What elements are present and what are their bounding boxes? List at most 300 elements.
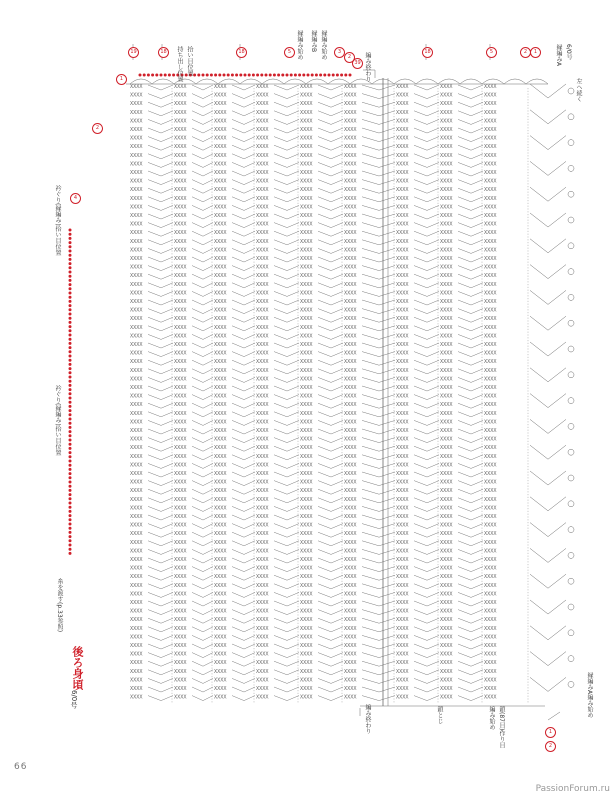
stitch-v-shell bbox=[318, 446, 343, 451]
stitch-symbol: XXXX bbox=[484, 574, 497, 581]
stitch-v-shell bbox=[458, 300, 483, 305]
row-marker: 18 bbox=[422, 47, 433, 58]
stitch-v-shell bbox=[414, 266, 439, 271]
stitch-v-shell bbox=[362, 627, 395, 632]
stitch-v-shell bbox=[148, 214, 173, 219]
stitch-symbol: XXXX bbox=[344, 625, 357, 632]
stitch-symbol: XXXX bbox=[344, 350, 357, 357]
stitch-v-shell bbox=[148, 429, 173, 434]
stitch-symbol: XXXX bbox=[130, 247, 143, 254]
stitch-v-shell bbox=[274, 188, 299, 193]
stitch-v-shell bbox=[192, 223, 213, 228]
stitch-symbol: XXXX bbox=[440, 264, 453, 271]
stitch-symbol: XXXX bbox=[300, 488, 313, 495]
stitch-v-shell bbox=[458, 644, 483, 649]
stitch-v-shell bbox=[458, 343, 483, 348]
stitch-symbol: XXXX bbox=[256, 256, 269, 262]
stitch-symbol: XXXX bbox=[344, 471, 357, 477]
stitch-v-shell bbox=[148, 653, 173, 658]
stitch-symbol: XXXX bbox=[214, 195, 227, 202]
stitch-v-shell bbox=[414, 498, 439, 503]
stitch-symbol: XXXX bbox=[256, 445, 269, 452]
stitch-symbol: XXXX bbox=[256, 178, 269, 185]
stitch-v-shell bbox=[232, 438, 255, 443]
red-dot-top bbox=[273, 74, 276, 77]
stitch-v-shell bbox=[458, 223, 483, 228]
stitch-v-shell bbox=[274, 300, 299, 305]
stitch-symbol: XXXX bbox=[214, 230, 227, 237]
stitch-symbol: XXXX bbox=[396, 428, 409, 434]
stitch-v-shell bbox=[192, 627, 213, 632]
stitch-symbol: XXXX bbox=[440, 290, 453, 297]
stitch-v-shell bbox=[148, 291, 173, 296]
stitch-v-shell bbox=[274, 472, 299, 477]
stitch-v-shell bbox=[192, 429, 213, 434]
stitch-symbol: XXXX bbox=[214, 367, 227, 374]
stitch-v-shell bbox=[414, 678, 439, 683]
stitch-v-shell bbox=[318, 420, 343, 425]
red-dot-left bbox=[69, 443, 72, 446]
stitch-v-shell bbox=[232, 420, 255, 425]
stitch-symbol: XXXX bbox=[174, 419, 187, 426]
stitch-v-shell bbox=[458, 111, 483, 116]
hem-shell bbox=[530, 471, 566, 485]
stitch-symbol: XXXX bbox=[396, 505, 409, 512]
stitch-v-shell bbox=[458, 214, 483, 219]
stitch-symbol: XXXX bbox=[130, 591, 143, 598]
red-dot-left bbox=[69, 346, 72, 349]
red-dot-left bbox=[69, 329, 72, 332]
stitch-v-shell bbox=[232, 412, 255, 417]
stitch-v-shell bbox=[274, 438, 299, 443]
hem-shell bbox=[530, 110, 566, 124]
row-marker: 2 bbox=[92, 123, 103, 134]
red-dot-left bbox=[69, 292, 72, 295]
stitch-symbol: XXXX bbox=[214, 221, 227, 228]
stitch-symbol: XXXX bbox=[214, 127, 227, 133]
stitch-v-shell bbox=[232, 85, 255, 90]
red-dot-top bbox=[244, 74, 247, 77]
stitch-symbol: XXXX bbox=[130, 539, 143, 546]
stitch-symbol: XXXX bbox=[214, 376, 227, 383]
stitch-v-shell bbox=[362, 524, 395, 529]
stitch-symbol: XXXX bbox=[130, 144, 143, 151]
stitch-v-shell bbox=[148, 309, 173, 314]
stitch-symbol: XXXX bbox=[174, 471, 187, 477]
stitch-v-shell bbox=[318, 438, 343, 443]
stitch-v-shell bbox=[148, 248, 173, 253]
stitch-symbol: XXXX bbox=[174, 694, 187, 701]
stitch-symbol: XXXX bbox=[300, 514, 313, 520]
stitch-v-shell bbox=[414, 584, 439, 589]
stitch-symbol: XXXX bbox=[214, 135, 227, 142]
stitch-v-shell bbox=[192, 128, 213, 133]
stitch-symbol: XXXX bbox=[440, 634, 453, 641]
red-dot-top bbox=[160, 74, 163, 77]
stitch-v-shell bbox=[148, 360, 173, 365]
stitch-symbol: XXXX bbox=[174, 324, 187, 331]
stitch-v-shell bbox=[232, 111, 255, 116]
stitch-symbol: XXXX bbox=[344, 479, 357, 486]
stitch-v-shell bbox=[192, 291, 213, 296]
stitch-v-shell bbox=[148, 403, 173, 408]
stitch-v-shell bbox=[148, 687, 173, 692]
stitch-v-shell bbox=[362, 102, 395, 107]
stitch-symbol: XXXX bbox=[344, 436, 357, 443]
stitch-v-shell bbox=[232, 653, 255, 658]
stitch-v-shell bbox=[318, 696, 343, 701]
stitch-v-shell bbox=[458, 137, 483, 142]
stitch-symbol: XXXX bbox=[130, 118, 143, 125]
stitch-v-shell bbox=[414, 171, 439, 176]
stitch-v-shell bbox=[318, 515, 343, 520]
stitch-v-shell bbox=[274, 197, 299, 202]
stitch-v-shell bbox=[458, 162, 483, 167]
stitch-v-shell bbox=[318, 352, 343, 357]
hem-shell bbox=[530, 239, 566, 253]
stitch-symbol: XXXX bbox=[256, 565, 269, 572]
stitch-v-shell bbox=[318, 575, 343, 580]
stitch-symbol: XXXX bbox=[300, 608, 313, 615]
stitch-symbol: XXXX bbox=[344, 273, 357, 280]
red-dot-left bbox=[69, 401, 72, 404]
stitch-symbol: XXXX bbox=[344, 514, 357, 520]
stitch-symbol: XXXX bbox=[174, 608, 187, 615]
stitch-symbol: XXXX bbox=[174, 462, 187, 469]
red-dot-left bbox=[69, 409, 72, 412]
stitch-symbol: XXXX bbox=[256, 634, 269, 641]
stitch-v-shell bbox=[274, 696, 299, 701]
red-dot-left bbox=[69, 350, 72, 353]
stitch-v-shell bbox=[362, 635, 395, 640]
red-dot-top bbox=[193, 74, 196, 77]
stitch-symbol: XXXX bbox=[344, 531, 357, 538]
stitch-symbol: XXXX bbox=[300, 660, 313, 667]
red-dot-left bbox=[69, 434, 72, 437]
stitch-symbol: XXXX bbox=[256, 92, 269, 99]
stitch-symbol: XXXX bbox=[396, 376, 409, 383]
stitch-symbol: XXXX bbox=[300, 307, 313, 314]
stitch-v-shell bbox=[148, 317, 173, 322]
stitch-v-shell bbox=[192, 515, 213, 520]
stitch-symbol: XXXX bbox=[440, 410, 453, 417]
stitch-v-shell bbox=[232, 661, 255, 666]
stitch-v-shell bbox=[458, 240, 483, 245]
stitch-v-shell bbox=[274, 291, 299, 296]
stitch-symbol: XXXX bbox=[484, 393, 497, 400]
stitch-symbol: XXXX bbox=[440, 686, 453, 692]
red-dot-top bbox=[172, 74, 175, 77]
red-dot-left bbox=[69, 552, 72, 555]
red-dot-left bbox=[69, 493, 72, 496]
stitch-v-shell bbox=[148, 386, 173, 391]
stitch-symbol: XXXX bbox=[174, 428, 187, 434]
row-marker: 4 bbox=[70, 193, 81, 204]
stitch-symbol: XXXX bbox=[174, 230, 187, 237]
stitch-symbol: XXXX bbox=[130, 496, 143, 503]
stitch-v-shell bbox=[192, 687, 213, 692]
stitch-symbol: XXXX bbox=[484, 84, 497, 90]
stitch-symbol: XXXX bbox=[130, 453, 143, 460]
stitch-v-shell bbox=[318, 412, 343, 417]
stitch-v-shell bbox=[414, 532, 439, 537]
collar-pickup-label-top: 衿ぐり(縁編み)拾い目位置 bbox=[54, 185, 61, 256]
red-dot-top bbox=[231, 74, 234, 77]
stitch-symbol: XXXX bbox=[300, 333, 313, 340]
stitch-symbol: XXXX bbox=[300, 677, 313, 684]
stitch-v-shell bbox=[148, 601, 173, 606]
stitch-v-shell bbox=[192, 463, 213, 468]
stitch-v-shell bbox=[192, 248, 213, 253]
stitch-v-shell bbox=[148, 627, 173, 632]
red-dot-top bbox=[349, 74, 352, 77]
stitch-symbol: XXXX bbox=[344, 213, 357, 219]
stitch-v-shell bbox=[274, 102, 299, 107]
stitch-symbol: XXXX bbox=[174, 376, 187, 383]
red-dot-top bbox=[202, 74, 205, 77]
stitch-v-shell bbox=[414, 128, 439, 133]
stitch-v-shell bbox=[232, 291, 255, 296]
stitch-symbol: XXXX bbox=[396, 539, 409, 546]
stitch-v-shell bbox=[362, 171, 395, 176]
stitch-symbol: XXXX bbox=[440, 256, 453, 262]
stitch-symbol: XXXX bbox=[130, 333, 143, 340]
stitch-symbol: XXXX bbox=[396, 462, 409, 469]
red-dot-left bbox=[69, 523, 72, 526]
stitch-v-shell bbox=[414, 111, 439, 116]
stitch-v-shell bbox=[192, 618, 213, 623]
stitch-symbol: XXXX bbox=[300, 600, 313, 606]
start-arrow bbox=[548, 712, 560, 720]
stitch-symbol: XXXX bbox=[300, 264, 313, 271]
stitch-symbol: XXXX bbox=[484, 101, 497, 108]
stitch-symbol: XXXX bbox=[130, 230, 143, 237]
stitch-v-shell bbox=[148, 188, 173, 193]
stitch-symbol: XXXX bbox=[256, 617, 269, 624]
stitch-symbol: XXXX bbox=[344, 668, 357, 675]
stitch-symbol: XXXX bbox=[300, 290, 313, 297]
stitch-v-shell bbox=[318, 231, 343, 236]
stitch-v-shell bbox=[274, 317, 299, 322]
red-dot-left bbox=[69, 342, 72, 345]
stitch-symbol: XXXX bbox=[440, 84, 453, 90]
stitch-v-shell bbox=[232, 463, 255, 468]
stitch-v-shell bbox=[232, 300, 255, 305]
stitch-v-shell bbox=[414, 506, 439, 511]
stitch-symbol: XXXX bbox=[256, 393, 269, 400]
stitch-symbol: XXXX bbox=[344, 574, 357, 581]
stitch-symbol: XXXX bbox=[396, 453, 409, 460]
stitch-symbol: XXXX bbox=[396, 307, 409, 314]
stitch-v-shell bbox=[362, 188, 395, 193]
stitch-v-shell bbox=[148, 532, 173, 537]
stitch-symbol: XXXX bbox=[484, 445, 497, 452]
red-dot-left bbox=[69, 472, 72, 475]
stitch-symbol: XXXX bbox=[484, 135, 497, 142]
stitch-symbol: XXXX bbox=[344, 643, 357, 649]
stitch-symbol: XXXX bbox=[214, 686, 227, 692]
red-dot-left bbox=[69, 338, 72, 341]
stitch-v-shell bbox=[362, 334, 395, 339]
stitch-v-shell bbox=[274, 334, 299, 339]
stitch-symbol: XXXX bbox=[130, 238, 143, 245]
stitch-v-shell bbox=[458, 94, 483, 99]
stitch-v-shell bbox=[458, 575, 483, 580]
stitch-symbol: XXXX bbox=[396, 109, 409, 116]
stitch-v-shell bbox=[362, 205, 395, 210]
stitch-v-shell bbox=[232, 403, 255, 408]
stitch-v-shell bbox=[192, 506, 213, 511]
stitch-symbol: XXXX bbox=[174, 591, 187, 598]
stitch-symbol: XXXX bbox=[256, 402, 269, 409]
stitch-v-shell bbox=[232, 618, 255, 623]
stitch-symbol: XXXX bbox=[396, 574, 409, 581]
stitch-symbol: XXXX bbox=[484, 109, 497, 116]
stitch-v-shell bbox=[458, 369, 483, 374]
stitch-v-shell bbox=[274, 489, 299, 494]
stitch-symbol: XXXX bbox=[300, 342, 313, 348]
stitch-symbol: XXXX bbox=[484, 660, 497, 667]
stitch-v-shell bbox=[362, 420, 395, 425]
stitch-symbol: XXXX bbox=[396, 195, 409, 202]
stitch-symbol: XXXX bbox=[484, 342, 497, 348]
stitch-v-shell bbox=[414, 558, 439, 563]
hem-shell bbox=[530, 548, 566, 562]
stitch-symbol: XXXX bbox=[300, 539, 313, 546]
red-dot-left bbox=[69, 468, 72, 471]
stitch-v-shell bbox=[414, 154, 439, 159]
stitch-v-shell bbox=[274, 137, 299, 142]
hem-picot bbox=[568, 165, 574, 171]
stitch-symbol: XXXX bbox=[440, 505, 453, 512]
stitch-symbol: XXXX bbox=[130, 651, 143, 658]
stitch-v-shell bbox=[192, 549, 213, 554]
stitch-v-shell bbox=[148, 266, 173, 271]
stitch-symbol: XXXX bbox=[256, 170, 269, 176]
stitch-symbol: XXXX bbox=[174, 187, 187, 194]
stitch-symbol: XXXX bbox=[174, 359, 187, 366]
stitch-v-shell bbox=[362, 266, 395, 271]
stitch-symbol: XXXX bbox=[256, 582, 269, 589]
stitch-v-shell bbox=[148, 661, 173, 666]
stitch-symbol: XXXX bbox=[440, 281, 453, 288]
stitch-v-shell bbox=[458, 154, 483, 159]
stitch-symbol: XXXX bbox=[214, 84, 227, 90]
stitch-v-shell bbox=[232, 610, 255, 615]
stitch-symbol: XXXX bbox=[440, 92, 453, 99]
stitch-v-shell bbox=[274, 395, 299, 400]
stitch-symbol: XXXX bbox=[256, 531, 269, 538]
stitch-symbol: XXXX bbox=[256, 118, 269, 125]
stitch-symbol: XXXX bbox=[300, 410, 313, 417]
stitch-v-shell bbox=[414, 687, 439, 692]
stitch-v-shell bbox=[192, 162, 213, 167]
stitch-symbol: XXXX bbox=[300, 643, 313, 649]
hem-shell bbox=[530, 265, 566, 279]
stitch-v-shell bbox=[274, 403, 299, 408]
stitch-v-shell bbox=[232, 326, 255, 331]
stitch-v-shell bbox=[414, 575, 439, 580]
stitch-v-shell bbox=[362, 446, 395, 451]
stitch-v-shell bbox=[274, 584, 299, 589]
stitch-v-shell bbox=[318, 549, 343, 554]
row-marker: 1 bbox=[545, 727, 556, 738]
stitch-symbol: XXXX bbox=[256, 385, 269, 391]
red-dot-top bbox=[286, 74, 289, 77]
red-dot-left bbox=[69, 376, 72, 379]
stitch-v-shell bbox=[458, 102, 483, 107]
stitch-symbol: XXXX bbox=[174, 505, 187, 512]
stitch-v-shell bbox=[362, 274, 395, 279]
stitch-symbol: XXXX bbox=[130, 505, 143, 512]
red-dot-left bbox=[69, 447, 72, 450]
stitch-symbol: XXXX bbox=[300, 471, 313, 477]
stitch-symbol: XXXX bbox=[256, 600, 269, 606]
stitch-v-shell bbox=[318, 205, 343, 210]
stitch-symbol: XXXX bbox=[174, 677, 187, 684]
row-marker: 1 bbox=[116, 74, 127, 85]
stitch-symbol: XXXX bbox=[396, 634, 409, 641]
hem-shell bbox=[530, 497, 566, 511]
stitch-symbol: XXXX bbox=[214, 281, 227, 288]
red-dot-top bbox=[164, 74, 167, 77]
stitch-symbol: XXXX bbox=[214, 152, 227, 159]
top-scallop bbox=[526, 79, 548, 84]
stitch-symbol: XXXX bbox=[484, 204, 497, 211]
stitch-v-shell bbox=[458, 420, 483, 425]
top-scallop bbox=[460, 79, 482, 84]
stitch-v-shell bbox=[148, 223, 173, 228]
stitch-v-shell bbox=[318, 678, 343, 683]
stitch-v-shell bbox=[274, 180, 299, 185]
stitch-v-shell bbox=[232, 386, 255, 391]
stitch-v-shell bbox=[148, 240, 173, 245]
stitch-v-shell bbox=[458, 506, 483, 511]
stitch-v-shell bbox=[458, 498, 483, 503]
stitch-v-shell bbox=[148, 395, 173, 400]
stitch-symbol: XXXX bbox=[396, 127, 409, 133]
stitch-v-shell bbox=[318, 687, 343, 692]
stitch-v-shell bbox=[232, 205, 255, 210]
hem-shell bbox=[530, 136, 566, 150]
red-dot-left bbox=[69, 384, 72, 387]
stitch-symbol: XXXX bbox=[484, 170, 497, 176]
stitch-symbol: XXXX bbox=[214, 256, 227, 262]
stitch-symbol: XXXX bbox=[484, 264, 497, 271]
row-marker: 2 bbox=[520, 47, 531, 58]
stitch-symbol: XXXX bbox=[344, 84, 357, 90]
red-dot-left bbox=[69, 304, 72, 307]
stitch-v-shell bbox=[458, 696, 483, 701]
stitch-v-shell bbox=[274, 223, 299, 228]
stitch-symbol: XXXX bbox=[440, 582, 453, 589]
stitch-v-shell bbox=[192, 575, 213, 580]
stitch-symbol: XXXX bbox=[130, 410, 143, 417]
stitch-symbol: XXXX bbox=[174, 264, 187, 271]
stitch-symbol: XXXX bbox=[396, 557, 409, 563]
stitch-symbol: XXXX bbox=[396, 221, 409, 228]
red-dot-left bbox=[69, 262, 72, 265]
stitch-symbol: XXXX bbox=[396, 84, 409, 90]
red-dot-left bbox=[69, 296, 72, 299]
hem-hook-label: 6/0号 bbox=[565, 44, 572, 60]
stitch-v-shell bbox=[192, 309, 213, 314]
stitch-symbol: XXXX bbox=[300, 324, 313, 331]
stitch-symbol: XXXX bbox=[396, 531, 409, 538]
stitch-v-shell bbox=[232, 343, 255, 348]
stitch-symbol: XXXX bbox=[130, 565, 143, 572]
stitch-v-shell bbox=[318, 429, 343, 434]
